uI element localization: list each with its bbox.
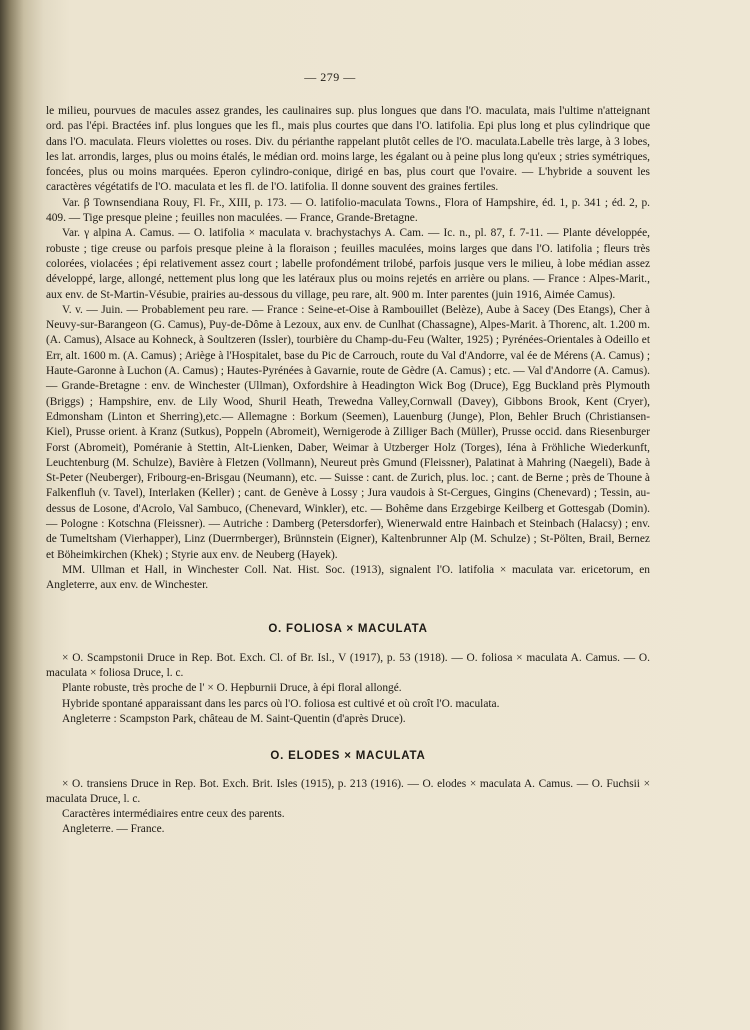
paragraph-description: le milieu, pourvues de macules assez grandes, les caulinaires sup. plus longues que dans l'O. maculata, mais l'ultime n'atteignant ord. pas l'épi. Bractées inf. plus longues que les fl., mais plus courtes que dans l'O. latifolia. Epi plus long et plus cylindrique que dans l'O. maculata. Fleurs violettes ou roses. Div. du périanthe rappelant plutôt celles de l'O. maculata.Labelle très large, à 3 lobes, les lat. arrondis, larges, plus ou moins étalés, le médian ord. moins large, les égalant ou à peine plus long qu'eux ; stries symétriques, foncées, plus ou moins marquées. Eperon cylindro-conique, dirigé en bas, plus court que l'ovaire. — L'hybride a souvent les caractères végétatifs de l'O. maculata et les fl. de l'O. latifolia. Il donne souvent des graines fertiles. [46,105,650,194]
paragraph-transiens: × O. transiens Druce in Rep. Bot. Exch. Brit. Isles (1915), p. 213 (1916). — O. elodes × maculata A. Camus. — O. Fuchsii × maculata Druce, l. c. [46,777,650,805]
paragraph-var-alpina: Var. γ alpina A. Camus. — O. latifolia × maculata v. brachystachys A. Cam. — Ic. n., pl. 87, f. 7-11. — Plante développée, robuste ; tige creuse ou parfois presque pleine à la floraison ; feuilles maculées, moins larges que dans l'O. latifolia ; fleurs très colorées, violacées ; épi relativement assez court ; labelle profondément trilobé, parfois jusque vers le milieu, à lobe médian assez développé, large, allongé, nettement plus long que les latéraux plus ou moins rejetés en arrière ou plans. — France : Alpes-Marit., aux env. de St-Martin-Vésubie, prairies au-dessous du village, peu rare, alt. 900 m. Inter parentes (juin 1916, Aimée Camus). [46,227,650,301]
paragraph-var-townsendiana: Var. β Townsendiana Rouy, Fl. Fr., XIII, p. 173. — O. latifolio-maculata Towns., Flora of Hampshire, éd. 1, p. 341 ; éd. 2, p. 409. — Tige presque pleine ; feuilles non maculées. — France, Grande-Bretagne. [46,196,650,225]
paragraph-scampstonii-locality: Angleterre : Scampston Park, château de M. Saint-Quentin (d'après Druce). [62,712,406,725]
paragraph-scampstonii: × O. Scampstonii Druce in Rep. Bot. Exch. Cl. of Br. Isl., V (1917), p. 53 (1918). — O. foliosa × maculata A. Camus. — O. maculata × foliosa Druce, l. c. [46,651,650,680]
paragraph-scampstonii-hybrid: Hybride spontané apparaissant dans les parcs où l'O. foliosa est cultivé et où croît l'O. maculata. [62,697,500,710]
paragraph-transiens-locality: Angleterre. — France. [62,823,165,836]
page-number: — 279 — [304,70,356,84]
paragraph-transiens-characters: Caractères intermédiaires entre ceux des parents. [62,808,285,821]
section-heading-elodes-maculata: O. ELODES × MACULATA [270,750,426,763]
section-heading-foliosa-maculata: O. FOLIOSA × MACULATA [268,622,428,635]
paragraph-distribution: V. v. — Juin. — Probablement peu rare. — France : Seine-et-Oise à Rambouillet (Belèze), Aube à Sacey (Des Etangs), Cher à Neuvy-sur-Barangeon (G. Camus), Puy-de-Dôme à Lezoux, aux env. de Cunlhat (Chassagne), Alpes-Marit. à Thorenc, alt. 1.200 m. (A. Camus), Alsace au Kohneck, à Soultzeren (Issler), tourbière du Champ-du-Feu (Walter, 1925) ; Pyrénées-Orientales à Odeillo et Err, alt. 1600 m. (A. Camus) ; Ariège à l'Hospitalet, base du Pic de Carrouch, route du Val d'Andorre, val ée de Mérens (A. Camus) ; Haute-Garonne à Luchon (A. Camus) ; Hautes-Pyrénées à Gavarnie, route de Gèdre (A. Camus) ; etc. — Val d'Andorre (A. Camus). — Grande-Bretagne : env. de Winchester (Ullman), Oxfordshire à Headington Wick Bog (Druce), Egg Buckland près Plymouth (Briggs) ; Hampshire, env. de Lily Wood, Shuril Heath, Trewedna Valley,Cornwall (Davey), Gibbons Brook, Kent (Cryer), Edmonsham (Linton et Sherring),etc.— Allemagne : Borkum (Seemen), Lauenburg (Junge), Plon, Behler Bruch (Christiansen-Kiel), Prusse orient. à Kranz (Sutkus), Poppeln (Abromeit), Wernigerode à Zilliger Bach (Müller), Prusse occid. dans Riesenburger Forst (Abromeit), Poméranie à Stettin, Alt-Lienken, Daber, Weimar à Utzberger Holz (Torges), Iéna à Fröhliche Wiederkunft, Leuchtenburg (M. Schulze), Bavière à Fletzen (Vollmann), Neureut près Gmund (Fleissner), Palatinat à Mahring (Naegeli), Bade à St-Peter (Neuberger), Fribourg-en-Brisgau (Neumann), etc. — Suisse : cant. de Zurich, plus. loc. ; cant. de Berne ; près de Thoune à Falkenfluh (v. Tavel), Interlaken (Keller) ; cant. de Genève à Lossy ; Jura vaudois à St-Cergues, Gingins (Chenevard) ; Tessin, au-dessus de Losone, d'Acrolo, Val Sambuco, (Chenevard, Winkler), etc. — Bohême dans Erzgebirge Keilberg et Gottesgab (Domin). — Pologne : Kotschna (Fleissner). — Autriche : Damberg (Petersdorfer), Wienerwald entre Hainbach et Steinbach (Halacsy) ; env. de Tumeltsham (Vierhapper), Linz (Duerrnberger), Brünnstein (Eigner), Kaltenbrunner Alp (M. Schulze) ; St-Pölten, Brail, Bernez et Böheimkirchen (Khek) ; Styrie aux env. de Neuberg (Hayek). [46,303,650,561]
paragraph-scampstonii-plant: Plante robuste, très proche de l' × O. Hepburnii Druce, à épi floral allongé. [62,682,402,695]
paragraph-winchester-note: MM. Ullman et Hall, in Winchester Coll. Nat. Hist. Soc. (1913), signalent l'O. latifolia × maculata var. ericetorum, en Angleterre, aux env. de Winchester. [46,563,650,592]
page-body [46,104,650,838]
